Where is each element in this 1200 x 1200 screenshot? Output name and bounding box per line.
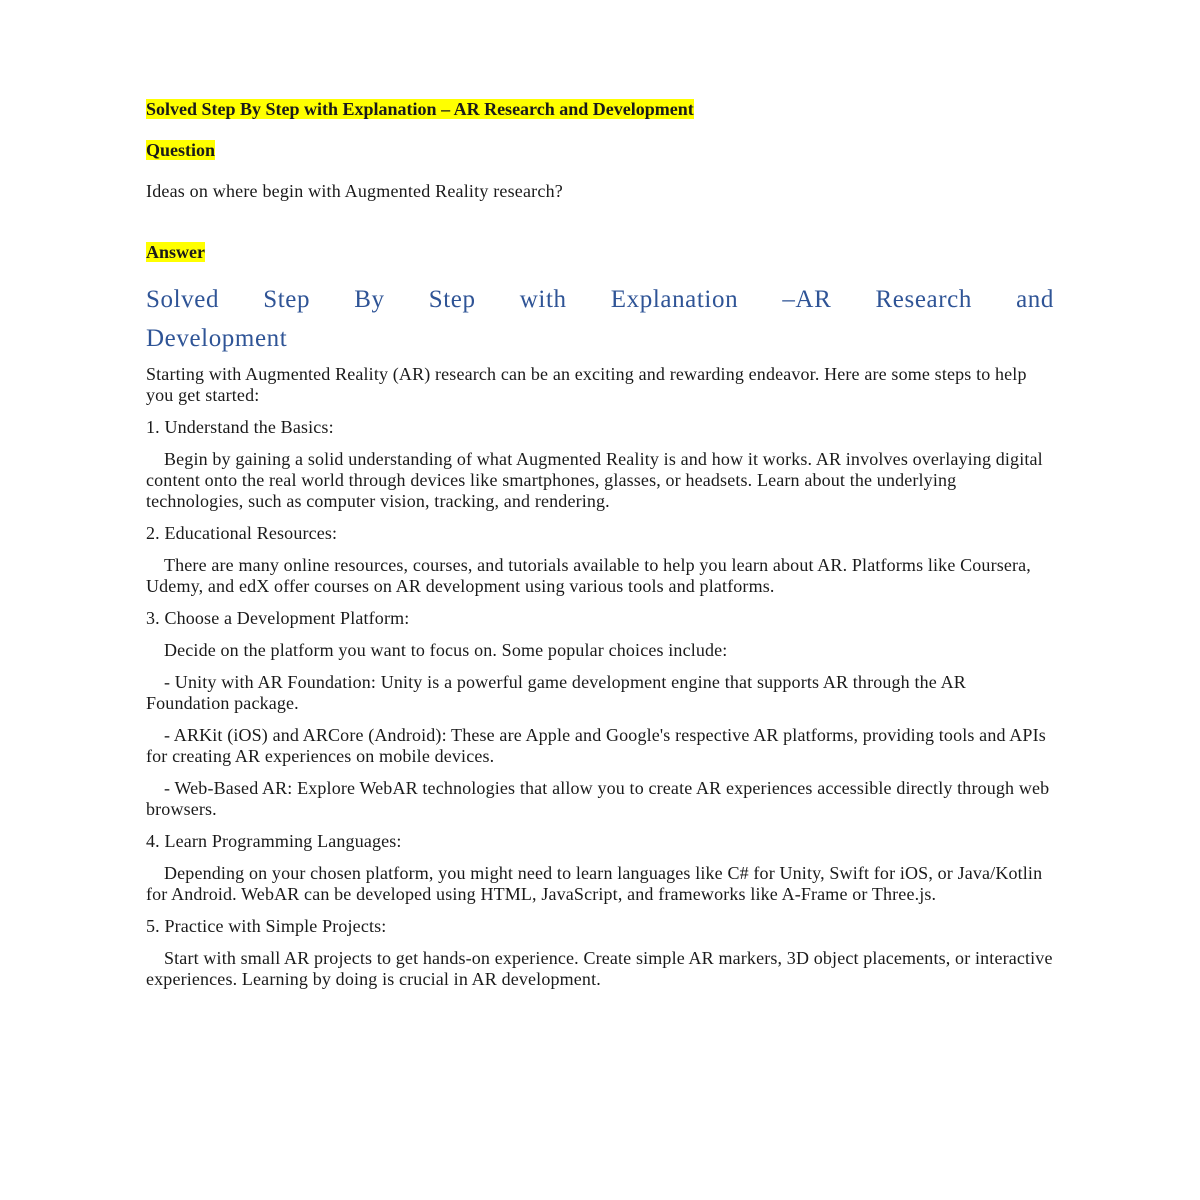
answer-heading (146, 280, 1054, 358)
document-title: Solved Step By Step with Explanation – AR Research and Development (146, 99, 694, 119)
step-2-text: There are many online resources, courses, and tutorials available to help you learn about AR. Platforms like Coursera, Udemy, and edX offer courses on AR development using various tools and platforms. (146, 555, 1031, 596)
answer-heading-line-1: Solved Step By Step with Explanation –AR Research and (146, 286, 1054, 313)
answer-heading-line-2: Development (146, 325, 288, 352)
document-title-block (146, 98, 1054, 120)
question-label: Question (146, 140, 216, 160)
document-page (146, 98, 1054, 1001)
step-4-title: 4. Learn Programming Languages: (146, 831, 402, 851)
intro-paragraph: Starting with Augmented Reality (AR) research can be an exciting and rewarding endeavor. Here are some steps to help you get started: (146, 364, 1027, 405)
step-3-item-arkit-arcore: - ARKit (iOS) and ARCore (Android): These are Apple and Google's respective AR platforms, providing tools and APIs for creating AR experiences on mobile devices. (146, 725, 1046, 766)
question-label-block (146, 139, 1054, 161)
answer-label-block (146, 241, 1054, 263)
step-5-title: 5. Practice with Simple Projects: (146, 916, 387, 936)
step-1-text: Begin by gaining a solid understanding of what Augmented Reality is and how it works. AR involves overlaying digital content onto the real world through devices like smartphones, glasses, or headsets. Learn about the underlying technologies, such as computer vision, tracking, and rendering. (146, 449, 1043, 511)
step-3-item-webar: - Web-Based AR: Explore WebAR technologies that allow you to create AR experiences accessible directly through web browsers. (146, 778, 1050, 819)
step-1-title: 1. Understand the Basics: (146, 417, 334, 437)
step-4-text: Depending on your chosen platform, you might need to learn languages like C# for Unity, Swift for iOS, or Java/Kotlin for Android. WebAR can be developed using HTML, JavaScript, and frameworks like A-Frame or Three.js. (146, 863, 1043, 904)
step-2-title: 2. Educational Resources: (146, 523, 338, 543)
answer-label: Answer (146, 242, 205, 262)
step-5-text: Start with small AR projects to get hands-on experience. Create simple AR markers, 3D object placements, or interactive experiences. Learning by doing is crucial in AR development. (146, 948, 1053, 989)
step-3-item-unity: - Unity with AR Foundation: Unity is a powerful game development engine that supports AR through the AR Foundation package. (146, 672, 966, 713)
step-3-title: 3. Choose a Development Platform: (146, 608, 410, 628)
question-text: Ideas on where begin with Augmented Reality research? (146, 181, 563, 201)
step-3-text: Decide on the platform you want to focus on. Some popular choices include: (164, 640, 728, 660)
